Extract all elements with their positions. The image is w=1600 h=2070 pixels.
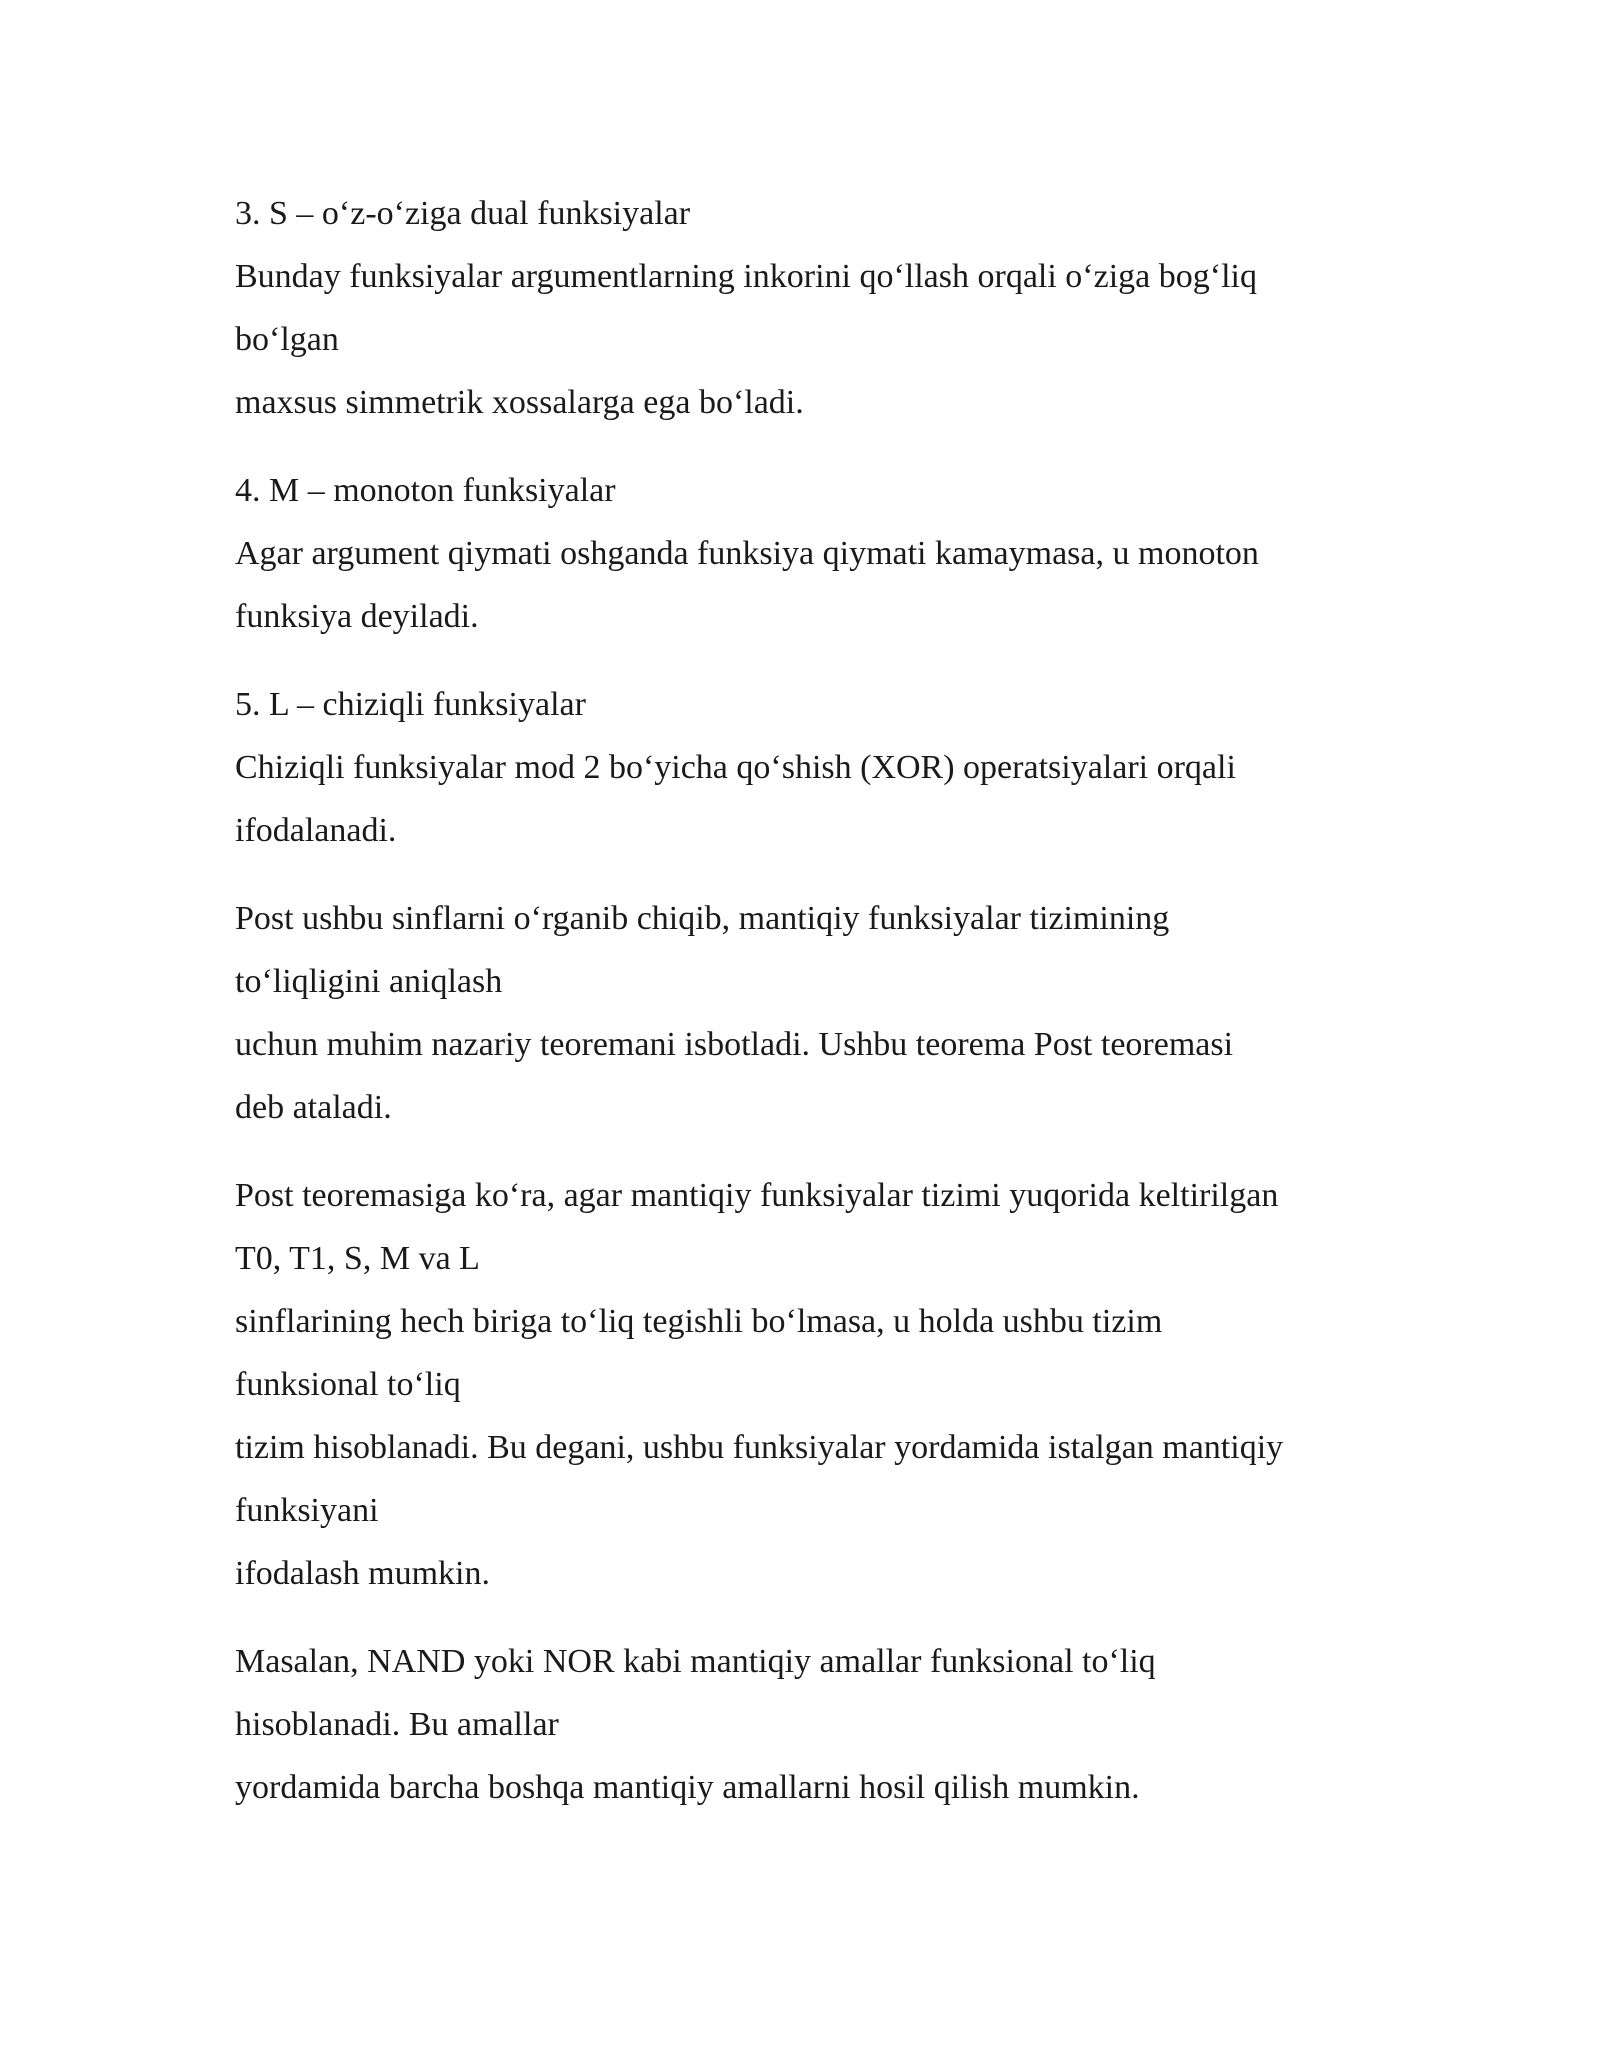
text-line: deb ataladi. bbox=[235, 1089, 392, 1126]
text-line: hisoblanadi. Bu amallar bbox=[235, 1706, 559, 1743]
paragraph-post-study bbox=[235, 887, 1405, 1139]
text-line: Masalan, NAND yoki NOR kabi mantiqiy amallar funksional to‘liq bbox=[235, 1643, 1156, 1680]
text-line: maxsus simmetrik xossalarga ega bo‘ladi. bbox=[235, 384, 804, 421]
text-line: ifodalanadi. bbox=[235, 812, 397, 849]
text-line: tizim hisoblanadi. Bu degani, ushbu funksiyalar yordamida istalgan mantiqiy bbox=[235, 1429, 1284, 1466]
text-line: Post teoremasiga ko‘ra, agar mantiqiy funksiyalar tizimi yuqorida keltirilgan bbox=[235, 1177, 1279, 1214]
text-line: uchun muhim nazariy teoremani isbotladi. Ushbu teorema Post teoremasi bbox=[235, 1026, 1234, 1063]
text-line: Agar argument qiymati oshganda funksiya qiymati kamaymasa, u monoton bbox=[235, 535, 1259, 572]
paragraph-monotone-functions bbox=[235, 459, 1405, 648]
text-line: sinflarining hech biriga to‘liq tegishli bo‘lmasa, u holda ushbu tizim bbox=[235, 1303, 1163, 1340]
paragraph-nand-nor-example bbox=[235, 1630, 1405, 1819]
paragraph-self-dual-functions bbox=[235, 182, 1405, 434]
section-heading: 4. M – monoton funksiyalar bbox=[235, 472, 616, 509]
paragraph-post-theorem bbox=[235, 1164, 1405, 1605]
text-line: Bunday funksiyalar argumentlarning inkorini qo‘llash orqali o‘ziga bog‘liq bbox=[235, 258, 1257, 295]
text-line: funksiya deyiladi. bbox=[235, 598, 479, 635]
document-body bbox=[235, 182, 1405, 1844]
text-line: to‘liqligini aniqlash bbox=[235, 963, 503, 1000]
section-heading: 5. L – chiziqli funksiyalar bbox=[235, 686, 586, 723]
text-line: funksiyani bbox=[235, 1492, 379, 1529]
paragraph-linear-functions bbox=[235, 673, 1405, 862]
text-line: yordamida barcha boshqa mantiqiy amallarni hosil qilish mumkin. bbox=[235, 1769, 1140, 1806]
text-line: T0, T1, S, M va L bbox=[235, 1240, 480, 1277]
text-line: funksional to‘liq bbox=[235, 1366, 461, 1403]
text-line: Post ushbu sinflarni o‘rganib chiqib, mantiqiy funksiyalar tizimining bbox=[235, 900, 1170, 937]
text-line: bo‘lgan bbox=[235, 321, 339, 358]
text-line: ifodalash mumkin. bbox=[235, 1555, 490, 1592]
text-line: Chiziqli funksiyalar mod 2 bo‘yicha qo‘shish (XOR) operatsiyalari orqali bbox=[235, 749, 1236, 786]
section-heading: 3. S – o‘z-o‘ziga dual funksiyalar bbox=[235, 195, 691, 232]
